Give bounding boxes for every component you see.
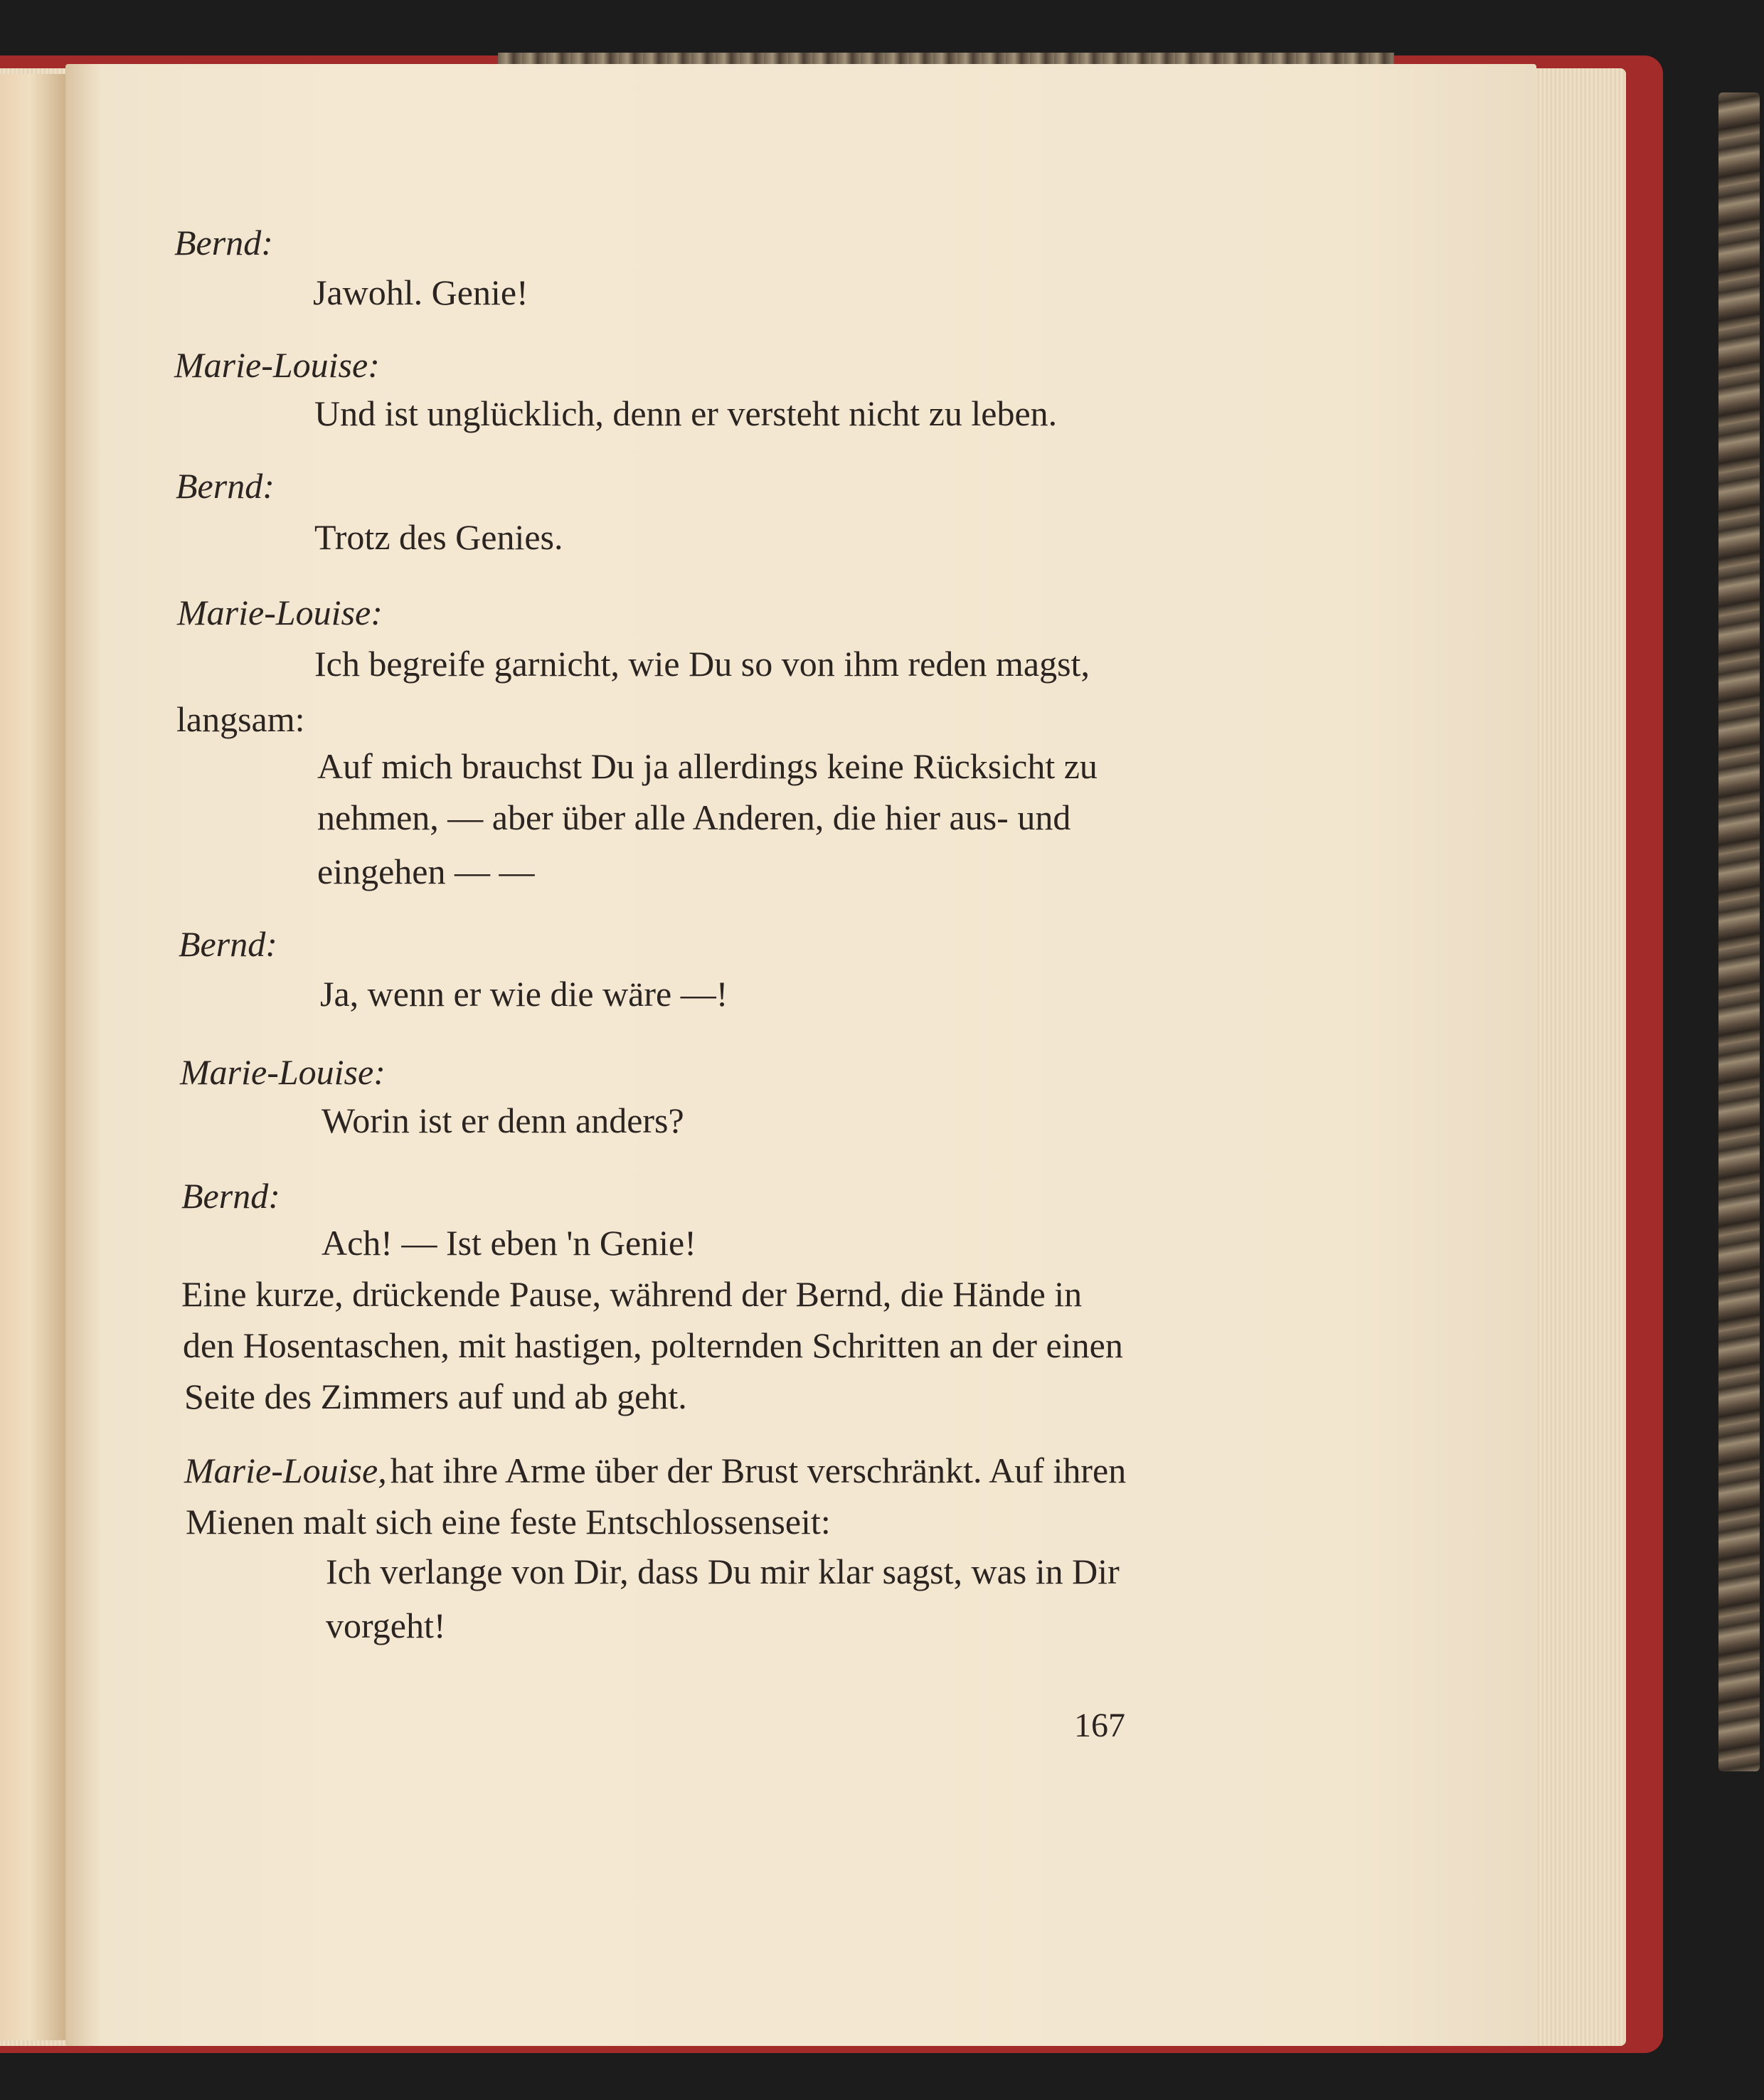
speech-line: eingehen — — — [317, 852, 535, 891]
speaker-label: Marie-Louise, — [184, 1451, 387, 1490]
stage-direction: Eine kurze, drückende Pause, während der Bernd, die Hände in — [181, 1274, 1083, 1314]
stage-direction: Seite des Zimmers auf und ab geht. — [184, 1377, 687, 1416]
speech-line: Ja, wenn er wie die wäre —! — [320, 974, 728, 1014]
direction-with-speaker — [184, 1450, 1126, 1491]
left-page-edge — [0, 74, 65, 2040]
speaker-label: Marie-Louise: — [177, 593, 383, 632]
stage-direction: den Hosentaschen, mit hastigen, polternden Schritten an der einen — [183, 1325, 1123, 1365]
speech-line: vorgeht! — [326, 1606, 446, 1645]
speaker-label: Bernd: — [176, 466, 275, 506]
speaker-label: Marie-Louise: — [174, 345, 380, 385]
speech-line: Ach! — Ist eben 'n Genie! — [322, 1223, 696, 1263]
speech-line: Auf mich brauchst Du ja allerdings keine Rücksicht zu — [317, 746, 1098, 786]
marbled-edge — [1718, 92, 1760, 1771]
stage-direction: Mienen malt sich eine feste Entschlossenseit: — [186, 1502, 831, 1542]
page-number: 167 — [1074, 1707, 1125, 1744]
stage-direction: hat ihre Arme über der Brust verschränkt. Auf ihren — [390, 1451, 1127, 1490]
speech-line: Jawohl. Genie! — [313, 272, 528, 312]
speaker-label: Marie-Louise: — [180, 1052, 386, 1092]
speech-line: Und ist unglücklich, denn er versteht nicht zu leben. — [314, 393, 1058, 433]
speech-line: nehmen, — aber über alle Anderen, die hier aus- und — [317, 797, 1071, 837]
speech-line: Ich begreife garnicht, wie Du so von ihm reden magst, — [314, 644, 1090, 684]
speech-line: Ich verlange von Dir, dass Du mir klar sagst, was in Dir — [326, 1552, 1120, 1591]
speaker-label: Bernd: — [174, 223, 273, 262]
stage-direction: langsam: — [176, 699, 305, 739]
speaker-label: Bernd: — [179, 924, 277, 964]
speech-line: Worin ist er denn anders? — [322, 1101, 684, 1140]
speaker-label: Bernd: — [181, 1176, 280, 1216]
speech-line: Trotz des Genies. — [314, 517, 563, 557]
